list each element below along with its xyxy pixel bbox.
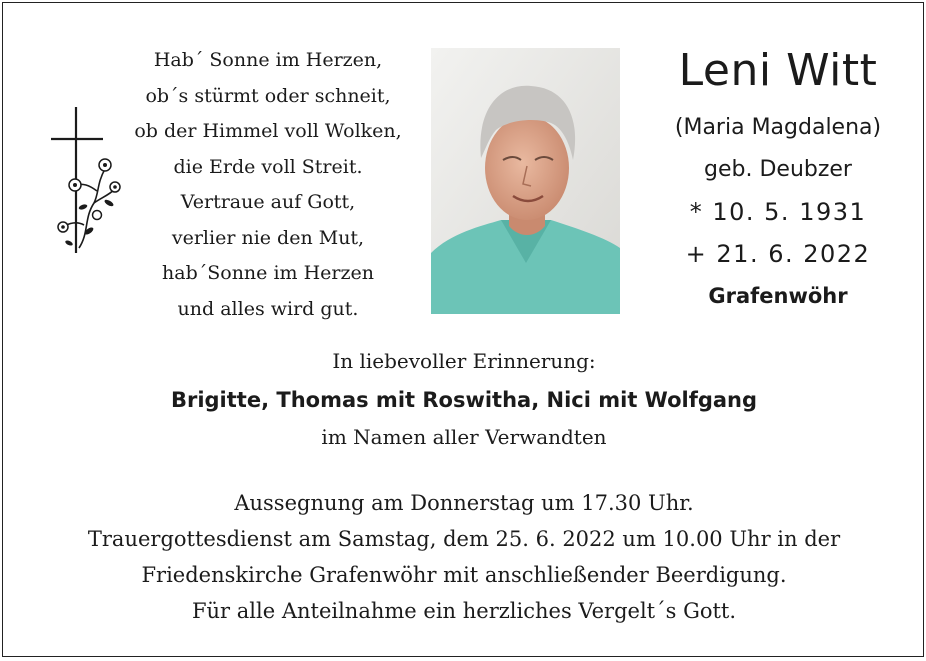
memory-section [3,343,925,454]
notice-line: Friedenskirche Grafenwöhr mit anschließender Beerdigung. [141,563,787,587]
poem-line: hab´Sonne im Herzen [162,262,374,284]
poem-line: die Erde voll Streit. [173,155,363,178]
deceased-birth-name: geb. Deubzer [704,157,852,182]
notice-line: Aussegnung am Donnerstag um 17.30 Uhr. [234,491,694,515]
poem-line: und alles wird gut. [177,297,359,320]
birth-date: * 10. 5. 1931 [689,198,867,226]
funeral-notice [3,485,925,629]
poem [123,43,413,327]
deceased-name: Leni Witt [678,45,878,96]
death-date: + 21. 6. 2022 [685,240,871,268]
poem-line: Vertraue auf Gott, [180,191,356,213]
obituary-card [2,2,924,657]
place: Grafenwöhr [708,284,848,308]
poem-line: verlier nie den Mut, [171,226,365,249]
notice-line: Trauergottesdienst am Samstag, dem 25. 6. 2022 um 10.00 Uhr in der [87,527,841,551]
on-behalf: im Namen aller Verwandten [321,425,607,449]
poem-line: Hab´ Sonne im Herzen, [153,49,383,71]
deceased-alias: (Maria Magdalena) [674,115,882,140]
notice-line: Für alle Anteilnahme ein herzliches Vergelt´s Gott. [191,599,737,623]
memory-intro: In liebevoller Erinnerung: [332,349,596,373]
poem-line: ob´s stürmt oder schneit, [145,84,391,107]
deceased-info [628,43,926,317]
cross-with-flowers-icon [39,103,129,263]
portrait-photo [431,48,620,314]
mourners: Brigitte, Thomas mit Roswitha, Nici mit Wolfgang [170,388,758,412]
poem-line: ob der Himmel voll Wolken, [134,120,402,142]
